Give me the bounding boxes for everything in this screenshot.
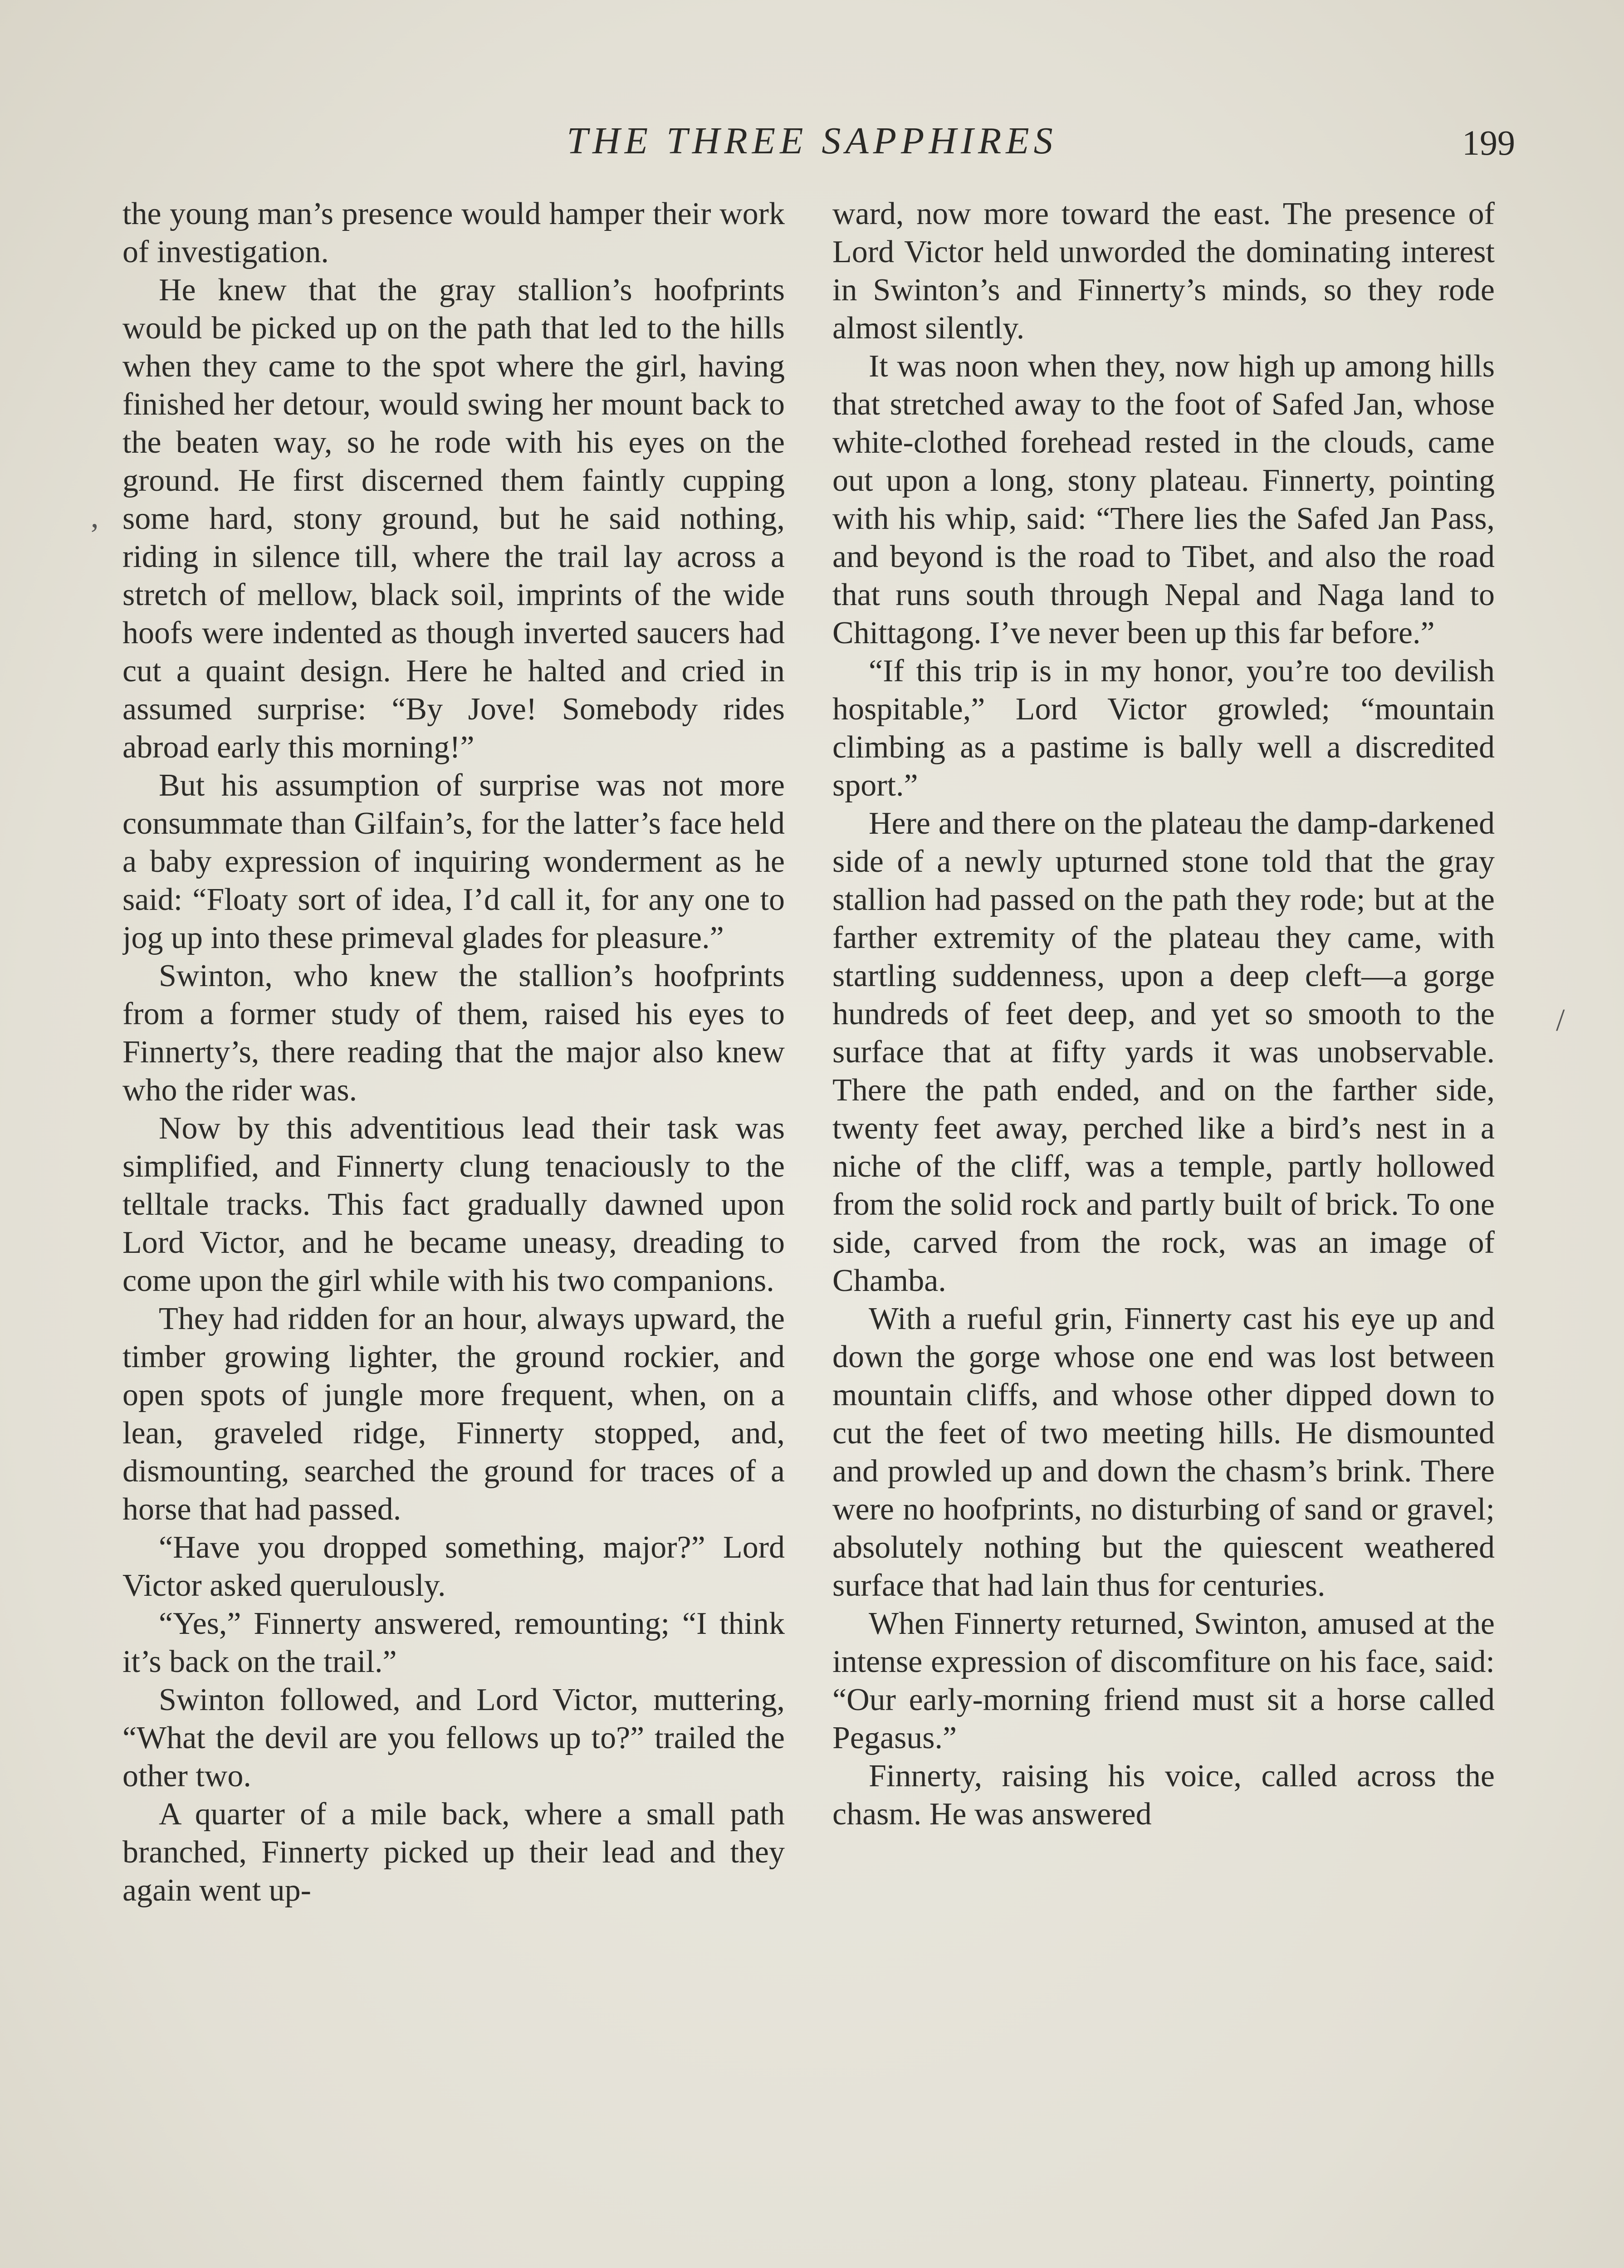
paragraph: “Yes,” Finnerty answered, remounting; “I think it’s back on the trail.” xyxy=(122,1606,785,1679)
stray-mark: / xyxy=(1556,1003,1565,1038)
paragraph: Swinton followed, and Lord Victor, muttering, “What the devil are you fellows up to?” trailed the other two. xyxy=(122,1682,785,1794)
paragraph: He knew that the gray stallion’s hoofprints would be picked up on the path that led to the hills when they came to the spot where the girl, having finished her detour, would swing her mount back to the beaten way, so he rode with his eyes on the ground. He first discerned them faintly cupping some hard, stony ground, but he said nothing, riding in silence till, where the trail lay across a stretch of mellow, black soil, imprints of the wide hoofs were indented as though inverted saucers had cut a quaint design. Here he halted and cried in assumed surprise: “By Jove! Somebody rides abroad early this morning!” xyxy=(122,273,785,765)
paragraph: Here and there on the plateau the damp-darkened side of a newly upturned stone told that the gray stallion had passed on the path they rode; but at the farther extremity of the plateau they came, with startling suddenness, upon a deep cleft—a gorge hundreds of feet deep, and yet so smooth to the surface that at fifty yards it was unobservable. There the path ended, and on the farther side, twenty feet away, perched like a bird’s nest in a niche of the cliff, was a temple, partly hollowed from the solid rock and partly built of brick. To one side, carved from the rock, was an image of Chamba. xyxy=(832,806,1495,1298)
paragraph: Finnerty, raising his voice, called across the chasm. He was answered xyxy=(832,1759,1495,1832)
paragraph: Now by this adventitious lead their task was simplified, and Finnerty clung tenaciously to the telltale tracks. This fact gradually dawned upon Lord Victor, and he became uneasy, dreading to come upon the girl while with his two companions. xyxy=(122,1111,785,1298)
paragraph: A quarter of a mile back, where a small path branched, Finnerty picked up their lead and they again went up- xyxy=(122,1797,785,1908)
paragraph: With a rueful grin, Finnerty cast his eye up and down the gorge whose one end was lost between mountain cliffs, and whose other dipped down to cut the feet of two meeting hills. He dismounted and prowled up and down the chasm’s brink. There were no hoofprints, no disturbing of sand or gravel; absolutely nothing but the quiescent weathered surface that had lain thus for centuries. xyxy=(832,1301,1495,1603)
paragraph: When Finnerty returned, Swinton, amused at the intense expression of discomfiture on his face, said: “Our early-morning friend must sit a horse called Pegasus.” xyxy=(832,1606,1495,1755)
page-number: 199 xyxy=(1462,123,1515,162)
text-column-right xyxy=(832,195,1495,2268)
running-title: THE THREE SAPPHIRES xyxy=(567,120,1057,162)
text-column-left xyxy=(122,195,785,2268)
stray-mark: , xyxy=(91,499,99,534)
paragraph: the young man’s presence would hamper their work of investigation. xyxy=(122,196,785,269)
paragraph: But his assumption of surprise was not more consummate than Gilfain’s, for the latter’s face held a baby expression of inquiring wonderment as he said: “Floaty sort of idea, I’d call it, for any one to jog up into these primeval glades for pleasure.” xyxy=(122,768,785,955)
paragraph: Swinton, who knew the stallion’s hoofprints from a former study of them, raised his eyes to Finnerty’s, there reading that the major also knew who the rider was. xyxy=(122,958,785,1108)
paragraph: “Have you dropped something, major?” Lord Victor asked querulously. xyxy=(122,1530,785,1603)
paragraph: They had ridden for an hour, always upward, the timber growing lighter, the ground rockier, and open spots of jungle more frequent, when, on a lean, graveled ridge, Finnerty stopped, and, dismounting, searched the ground for traces of a horse that had passed. xyxy=(122,1301,785,1527)
paragraph: It was noon when they, now high up among hills that stretched away to the foot of Safed Jan, whose white-clothed forehead rested in the clouds, came out upon a long, stony plateau. Finnerty, pointing with his whip, said: “There lies the Safed Jan Pass, and beyond is the road to Tibet, and also the road that runs south through Nepal and Naga land to Chittagong. I’ve never been up this far before.” xyxy=(832,349,1495,650)
paragraph: ward, now more toward the east. The presence of Lord Victor held unworded the dominating interest in Swinton’s and Finnerty’s minds, so they rode almost silently. xyxy=(832,196,1495,346)
paragraph: “If this trip is in my honor, you’re too devilish hospitable,” Lord Victor growled; “mountain climbing as a pastime is bally well a discredited sport.” xyxy=(832,654,1495,803)
